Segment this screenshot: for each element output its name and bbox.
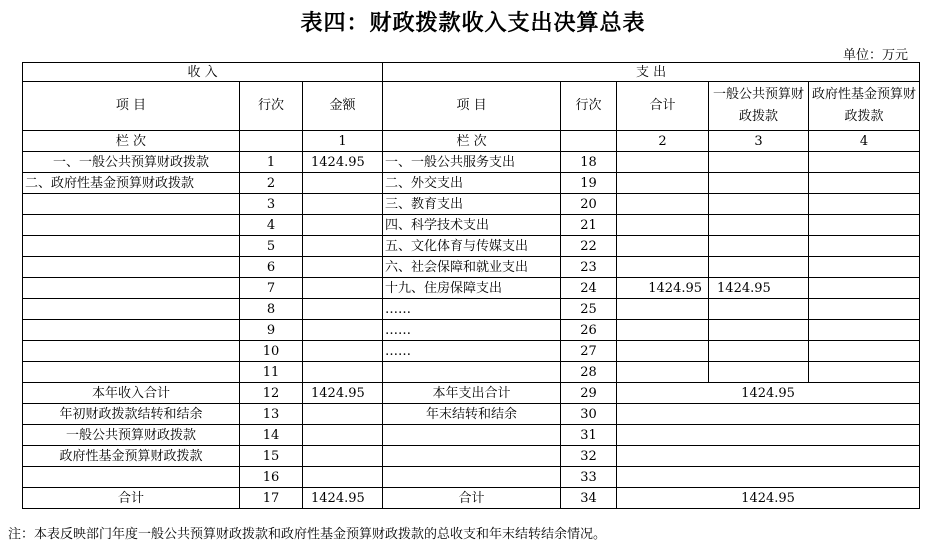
table-row [23,278,920,299]
expense-header: 支 出 [383,63,920,82]
table-row [23,341,920,362]
expense-item: 三、教育支出 [383,194,561,215]
income-line-no: 7 [240,278,303,299]
expense-total [617,341,709,362]
expense-merged-value [617,425,920,446]
expense-merged-value [617,446,920,467]
expense-total [617,320,709,341]
column-blank [240,131,303,152]
income-line-no: 6 [240,257,303,278]
expense-line-no: 20 [561,194,617,215]
income-amount [303,215,383,236]
expense-general-budget [709,173,809,194]
column-label-right: 栏 次 [383,131,561,152]
expense-item: 十九、住房保障支出 [383,278,561,299]
income-line-no: 11 [240,362,303,383]
expense-item: 四、科学技术支出 [383,215,561,236]
income-item [23,257,240,278]
expense-line-no: 18 [561,152,617,173]
expense-total [617,299,709,320]
expense-total [617,215,709,236]
expense-gov-fund [809,257,920,278]
expense-merged-value: 1424.95 [617,488,920,509]
income-line-no: 15 [240,446,303,467]
column-number-4: 4 [809,131,920,152]
expense-item: 年末结转和结余 [383,404,561,425]
expense-merged-value [617,404,920,425]
expense-line-no: 22 [561,236,617,257]
column-label-left: 栏 次 [23,131,240,152]
expense-line-no: 27 [561,341,617,362]
income-item: 一般公共预算财政拨款 [23,425,240,446]
income-amount [303,278,383,299]
table-row [23,173,920,194]
income-amount: 1424.95 [303,488,383,509]
expense-gov-fund [809,278,920,299]
income-item-header: 项 目 [23,82,240,131]
expense-item-header: 项 目 [383,82,561,131]
income-line-no: 17 [240,488,303,509]
expense-total [617,173,709,194]
expense-general-budget [709,236,809,257]
expense-item [383,446,561,467]
income-amount-header: 金额 [303,82,383,131]
income-amount [303,173,383,194]
summary-row [23,446,920,467]
income-amount [303,446,383,467]
expense-item: 合计 [383,488,561,509]
general-budget-header: 一般公共预算财政拨款 [709,82,809,131]
expense-item: …… [383,341,561,362]
income-amount [303,467,383,488]
column-number-row [23,131,920,152]
expense-total-header: 合计 [617,82,709,131]
expense-line-no: 24 [561,278,617,299]
income-amount [303,236,383,257]
income-amount [303,299,383,320]
income-amount [303,404,383,425]
income-item [23,467,240,488]
income-amount [303,320,383,341]
income-item [23,278,240,299]
table-row [23,236,920,257]
expense-general-budget [709,257,809,278]
expense-line-no: 28 [561,362,617,383]
income-line-header: 行次 [240,82,303,131]
table-row [23,152,920,173]
expense-item [383,467,561,488]
income-line-no: 13 [240,404,303,425]
income-item: 政府性基金预算财政拨款 [23,446,240,467]
income-item [23,194,240,215]
table-row [23,320,920,341]
column-header-row [23,82,920,131]
expense-total [617,194,709,215]
expense-total [617,236,709,257]
table-title: 表四：财政拨款收入支出决算总表 [300,11,646,36]
income-amount [303,194,383,215]
income-amount [303,362,383,383]
income-amount [303,425,383,446]
table-row [23,194,920,215]
unit-label: 单位：万元 [842,48,908,63]
expense-total [617,257,709,278]
income-amount [303,341,383,362]
expense-general-budget [709,215,809,236]
income-line-no: 12 [240,383,303,404]
income-item: 年初财政拨款结转和结余 [23,404,240,425]
expense-line-no: 21 [561,215,617,236]
footnote: 注：本表反映部门年度一般公共预算财政拨款和政府性基金预算财政拨款的总收支和年末结转结余情况。 [8,527,607,542]
income-header: 收 入 [23,63,383,82]
column-number-1: 1 [303,131,383,152]
gov-fund-header: 政府性基金预算财政拨款 [809,82,920,131]
income-item: 本年收入合计 [23,383,240,404]
expense-general-budget [709,320,809,341]
expense-total [617,362,709,383]
income-amount: 1424.95 [303,383,383,404]
income-amount [303,257,383,278]
expense-item [383,362,561,383]
expense-item: 五、文化体育与传媒支出 [383,236,561,257]
section-header-row [23,63,920,82]
income-item [23,299,240,320]
expense-gov-fund [809,320,920,341]
expense-total [617,152,709,173]
income-item [23,215,240,236]
expense-line-no: 31 [561,425,617,446]
expense-line-no: 19 [561,173,617,194]
income-line-no: 1 [240,152,303,173]
income-item [23,320,240,341]
expense-line-no: 33 [561,467,617,488]
summary-row [23,404,920,425]
expense-gov-fund [809,194,920,215]
summary-row [23,467,920,488]
summary-row [23,425,920,446]
expense-line-no: 23 [561,257,617,278]
income-item: 一、一般公共预算财政拨款 [23,152,240,173]
expense-item: 六、社会保障和就业支出 [383,257,561,278]
table-row [23,299,920,320]
income-item [23,362,240,383]
expense-general-budget [709,152,809,173]
summary-row [23,383,920,404]
income-line-no: 14 [240,425,303,446]
income-line-no: 4 [240,215,303,236]
expense-merged-value: 1424.95 [617,383,920,404]
expense-gov-fund [809,152,920,173]
expense-gov-fund [809,299,920,320]
expense-line-header: 行次 [561,82,617,131]
expense-general-budget [709,299,809,320]
expense-line-no: 34 [561,488,617,509]
expense-general-budget [709,362,809,383]
budget-table [22,62,920,509]
expense-line-no: 29 [561,383,617,404]
column-number-3: 3 [709,131,809,152]
expense-general-budget [709,341,809,362]
column-blank [561,131,617,152]
income-item [23,341,240,362]
table-row [23,215,920,236]
expense-item: …… [383,299,561,320]
expense-item [383,425,561,446]
expense-line-no: 26 [561,320,617,341]
expense-item: 本年支出合计 [383,383,561,404]
expense-merged-value [617,467,920,488]
income-line-no: 2 [240,173,303,194]
expense-line-no: 32 [561,446,617,467]
income-line-no: 5 [240,236,303,257]
expense-general-budget [709,194,809,215]
income-item [23,236,240,257]
income-item: 合计 [23,488,240,509]
expense-line-no: 25 [561,299,617,320]
expense-gov-fund [809,341,920,362]
summary-row [23,488,920,509]
expense-item: …… [383,320,561,341]
income-line-no: 8 [240,299,303,320]
expense-item: 二、外交支出 [383,173,561,194]
income-item: 二、政府性基金预算财政拨款 [23,173,240,194]
table-row [23,257,920,278]
income-line-no: 10 [240,341,303,362]
expense-line-no: 30 [561,404,617,425]
expense-gov-fund [809,236,920,257]
income-line-no: 3 [240,194,303,215]
expense-gov-fund [809,362,920,383]
income-line-no: 9 [240,320,303,341]
income-amount: 1424.95 [303,152,383,173]
expense-total: 1424.95 [617,278,709,299]
income-line-no: 16 [240,467,303,488]
column-number-2: 2 [617,131,709,152]
expense-gov-fund [809,215,920,236]
table-row [23,362,920,383]
expense-item: 一、一般公共服务支出 [383,152,561,173]
expense-general-budget: 1424.95 [709,278,809,299]
expense-gov-fund [809,173,920,194]
